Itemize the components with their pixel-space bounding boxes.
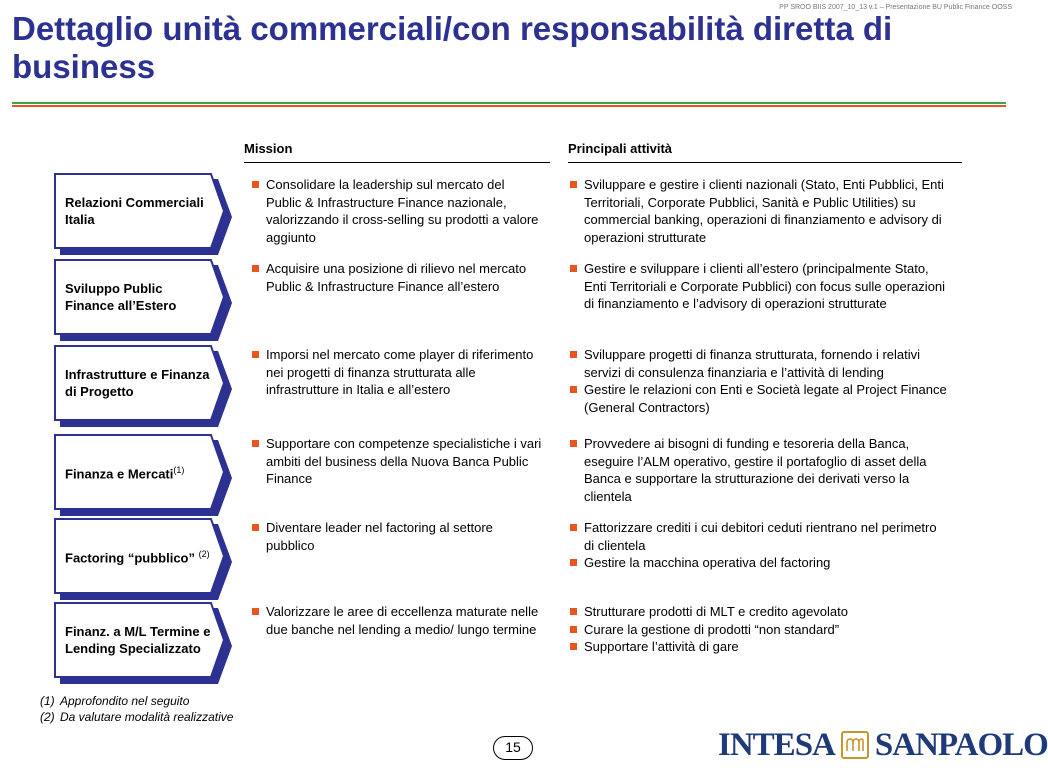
footnote-marker: (1) bbox=[173, 464, 185, 475]
bullet-icon bbox=[252, 351, 259, 358]
activities-list bbox=[568, 435, 948, 505]
logo-mark-icon bbox=[841, 731, 869, 759]
bullet-icon bbox=[252, 608, 259, 615]
activity-item: Sviluppare progetti di finanza strutturata, fornendo i relativi servizi di consulenza finanziaria e l’attività di lending bbox=[568, 346, 948, 381]
bullet-icon bbox=[570, 559, 577, 566]
bullet-icon bbox=[570, 643, 577, 650]
mission-list bbox=[250, 519, 542, 554]
mission-list bbox=[250, 346, 542, 399]
title-rule-green bbox=[12, 102, 1006, 104]
unit-box bbox=[54, 518, 226, 594]
footnote-marker: (2) bbox=[198, 548, 210, 559]
mission-list bbox=[250, 176, 542, 246]
unit-label: Factoring “pubblico” $^{(2)}$ bbox=[65, 548, 210, 566]
bullet-icon bbox=[570, 626, 577, 633]
mission-header-rule bbox=[244, 162, 550, 163]
mission-list bbox=[250, 603, 542, 638]
mission-item: Diventare leader nel factoring al settore pubblico bbox=[250, 519, 542, 554]
unit-label: Finanza e Mercati$^{(1)}$ bbox=[65, 464, 185, 482]
unit-label: Finanz. a M/L Termine e Lending Specializzato bbox=[65, 624, 211, 656]
bullet-icon bbox=[252, 440, 259, 447]
mission-item: Valorizzare le aree di eccellenza maturate nelle due banche nel lending a medio/ lungo termine bbox=[250, 603, 542, 638]
activity-item: Fattorizzare crediti i cui debitori ceduti rientrano nel perimetro di clientela bbox=[568, 519, 948, 554]
bullet-icon bbox=[570, 524, 577, 531]
bullet-icon bbox=[570, 351, 577, 358]
unit-box bbox=[54, 345, 226, 421]
activity-item: Sviluppare e gestire i clienti nazionali (Stato, Enti Pubblici, Enti Territoriali, Corporate Pubblici, Sanità e Public Utilities) su commercial banking, operazioni di finanziamento e advisory di operazioni strutturate bbox=[568, 176, 948, 246]
activities-list bbox=[568, 603, 948, 656]
activities-header-rule bbox=[568, 162, 962, 163]
mission-header: Mission bbox=[244, 141, 293, 156]
unit-box bbox=[54, 259, 226, 335]
intesa-sanpaolo-logo bbox=[718, 725, 1048, 765]
bullet-icon bbox=[252, 265, 259, 272]
bullet-icon bbox=[570, 440, 577, 447]
mission-item: Supportare con competenze specialistiche i vari ambiti del business della Nuova Banca Public Finance bbox=[250, 435, 542, 488]
activities-list bbox=[568, 346, 948, 416]
activity-item: Gestire la macchina operativa del factoring bbox=[568, 554, 948, 572]
bullet-icon bbox=[570, 265, 577, 272]
mission-list bbox=[250, 435, 542, 488]
unit-label: Relazioni Commerciali Italia bbox=[65, 195, 204, 227]
logo-text-right: SANPAOLO bbox=[874, 726, 1048, 763]
title-rule-orange bbox=[12, 105, 1006, 107]
unit-box bbox=[54, 173, 226, 249]
unit-label: Infrastrutture e Finanza di Progetto bbox=[65, 367, 210, 399]
activity-item: Curare la gestione di prodotti “non standard” bbox=[568, 621, 948, 639]
unit-box bbox=[54, 602, 226, 678]
activity-item: Provvedere ai bisogni di funding e tesoreria della Banca, eseguire l’ALM operativo, gestire il portafoglio di asset della Banca e supportare la strutturazione dei derivati verso la clientela bbox=[568, 435, 948, 505]
document-reference: PP SROO BIIS 2007_10_13 v.1 – Presentazione BU Public Finance OOSS bbox=[779, 4, 1012, 11]
footnote: (1) Approfondito nel seguito bbox=[40, 694, 190, 708]
activity-item: Gestire le relazioni con Enti e Società legate al Project Finance (General Contractors) bbox=[568, 381, 948, 416]
unit-box bbox=[54, 434, 226, 510]
bullet-icon bbox=[570, 181, 577, 188]
bullet-icon bbox=[252, 524, 259, 531]
mission-item: Consolidare la leadership sul mercato del Public & Infrastructure Finance nazionale, valorizzando il cross-selling su prodotti a valore aggiunto bbox=[250, 176, 542, 246]
activity-item: Gestire e sviluppare i clienti all’estero (principalmente Stato, Enti Territoriali e Corporate Pubblici) con focus sulle operazioni di finanziamento e l’advisory di operazioni strutturate bbox=[568, 260, 948, 313]
logo-text-left: INTESA bbox=[718, 726, 835, 763]
unit-label: Sviluppo Public Finance all’Estero bbox=[65, 281, 177, 313]
activities-header: Principali attività bbox=[568, 141, 673, 156]
activity-item: Strutturare prodotti di MLT e credito agevolato bbox=[568, 603, 948, 621]
page-title: Dettaglio unità commerciali/con responsabilità diretta di business bbox=[12, 10, 893, 85]
page-number: 15 bbox=[493, 736, 533, 760]
activities-list bbox=[568, 260, 948, 313]
mission-item: Acquisire una posizione di rilievo nel mercato Public & Infrastructure Finance all’estero bbox=[250, 260, 542, 295]
activities-list bbox=[568, 519, 948, 572]
bullet-icon bbox=[252, 181, 259, 188]
activity-item: Supportare l’attività di gare bbox=[568, 638, 948, 656]
bullet-icon bbox=[570, 608, 577, 615]
mission-list bbox=[250, 260, 542, 295]
activities-list bbox=[568, 176, 948, 246]
footnote: (2) Da valutare modalità realizzative bbox=[40, 710, 234, 724]
bullet-icon bbox=[570, 386, 577, 393]
footnotes bbox=[40, 693, 233, 725]
mission-item: Imporsi nel mercato come player di riferimento nei progetti di finanza strutturata alle infrastrutture in Italia e all’estero bbox=[250, 346, 542, 399]
